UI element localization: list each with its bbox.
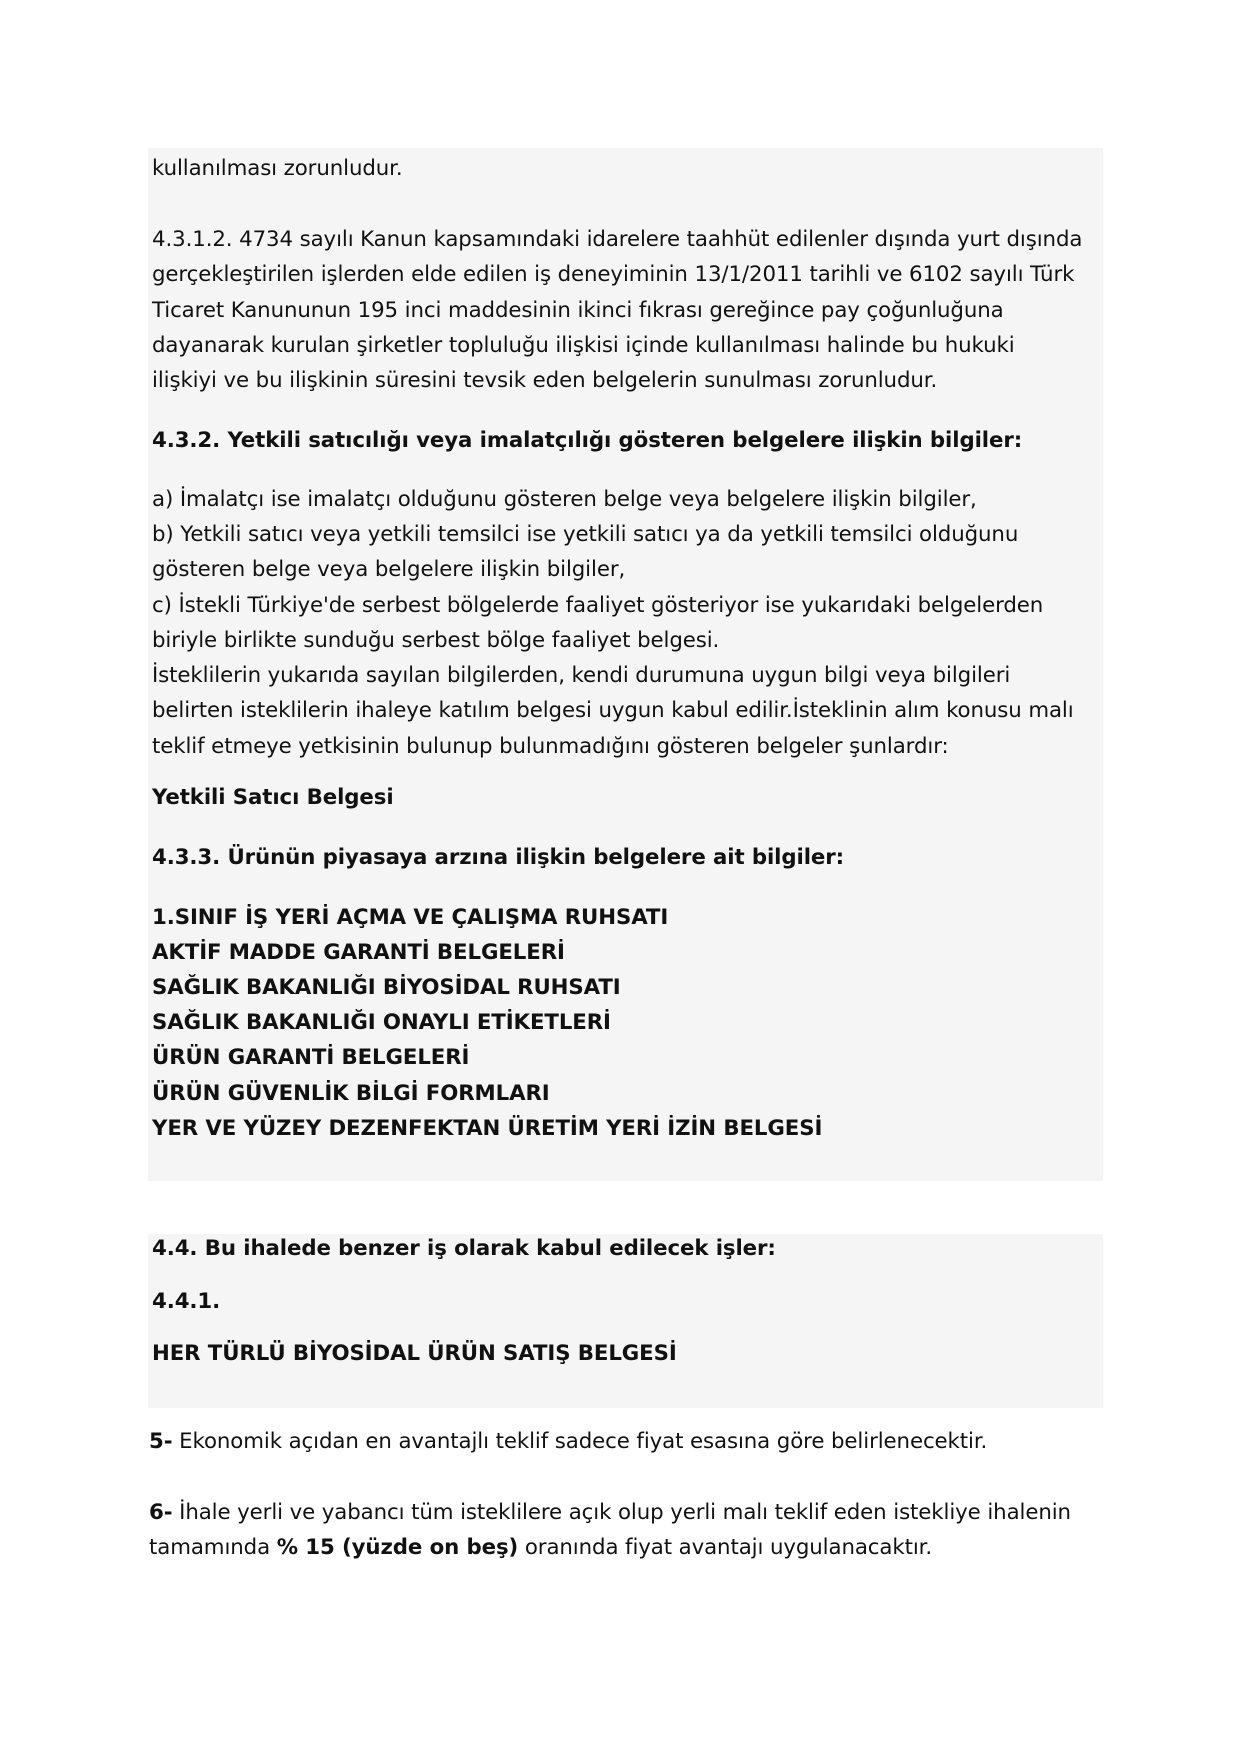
section-heading-4-3-3: 4.3.3. Ürünün piyasaya arzına ilişkin belgelere ait bilgiler: <box>152 845 845 870</box>
text-line: b) Yetkili satıcı veya yetkili temsilci ise yetkili satıcı ya da yetkili temsilci olduğunu <box>152 522 1019 547</box>
section-5-number: 5- <box>149 1429 173 1454</box>
text-line: belirten isteklilerin ihaleye katılım belgesi uygun kabul edilir.İsteklinin alım konusu malı <box>152 698 1074 723</box>
section-6-number: 6- <box>149 1500 173 1525</box>
document-label: Yetkili Satıcı Belgesi <box>152 785 394 810</box>
text-line: dayanarak kurulan şirketler topluluğu ilişkisi içinde kullanılması halinde bu hukuki <box>152 333 1015 358</box>
text-line: a) İmalatçı ise imalatçı olduğunu gösteren belge veya belgelere ilişkin bilgiler, <box>152 487 977 512</box>
section-heading-4-4-1: 4.4.1. <box>152 1289 221 1314</box>
text-line: biriyle birlikte sunduğu serbest bölge faaliyet belgesi. <box>152 628 720 653</box>
section-heading-4-4: 4.4. Bu ihalede benzer iş olarak kabul edilecek işler: <box>152 1236 776 1261</box>
text-line: İsteklilerin yukarıda sayılan bilgilerden, kendi durumuna uygun bilgi veya bilgileri <box>152 663 1011 688</box>
text-line: gösteren belge veya belgelere ilişkin bilgiler, <box>152 557 626 582</box>
text-line: 4.3.1.2. 4734 sayılı Kanun kapsamındaki idarelere taahhüt edilenler dışında yurt dışında <box>152 227 1083 252</box>
section-6-percentage: % 15 (yüzde on beş) <box>276 1535 519 1560</box>
document-list-item: SAĞLIK BAKANLIĞI BİYOSİDAL RUHSATI <box>152 975 621 1000</box>
text-line: gerçekleştirilen işlerden elde edilen iş deneyiminin 13/1/2011 tarihli ve 6102 sayılı Türk <box>152 262 1075 287</box>
section-6-text-pre: tamamında <box>149 1535 277 1560</box>
text-line: Ticaret Kanununun 195 inci maddesinin ikinci fıkrası gereğince pay çoğunluğuna <box>152 298 1004 323</box>
text-line: kullanılması zorunludur. <box>152 156 403 181</box>
section-6-line-1 <box>149 1499 1071 1527</box>
section-6-text-post: oranında fiyat avantajı uygulanacaktır. <box>518 1535 933 1560</box>
similar-work-item: HER TÜRLÜ BİYOSİDAL ÜRÜN SATIŞ BELGESİ <box>152 1341 677 1366</box>
document-list-item: SAĞLIK BAKANLIĞI ONAYLI ETİKETLERİ <box>152 1010 611 1035</box>
document-list-item: YER VE YÜZEY DEZENFEKTAN ÜRETİM YERİ İZİN BELGESİ <box>152 1116 823 1141</box>
section-heading-4-3-2: 4.3.2. Yetkili satıcılığı veya imalatçılığı gösteren belgelere ilişkin bilgiler: <box>152 428 1023 453</box>
text-line: ilişkiyi ve bu ilişkinin süresini tevsik eden belgelerin sunulması zorunludur. <box>152 368 938 393</box>
document-list-item: ÜRÜN GÜVENLİK BİLGİ FORMLARI <box>152 1081 550 1106</box>
document-list-item: AKTİF MADDE GARANTİ BELGELERİ <box>152 940 565 965</box>
section-6-text: İhale yerli ve yabancı tüm isteklilere açık olup yerli malı teklif eden istekliye ihalenin <box>172 1500 1071 1525</box>
section-5-paragraph <box>149 1428 987 1456</box>
text-line: teklif etmeye yetkisinin bulunup bulunmadığını gösteren belgeler şunlardır: <box>152 734 949 759</box>
text-line: c) İstekli Türkiye'de serbest bölgelerde faaliyet gösteriyor ise yukarıdaki belgelerden <box>152 593 1044 618</box>
section-5-text: Ekonomik açıdan en avantajlı teklif sadece fiyat esasına göre belirlenecektir. <box>172 1429 988 1454</box>
document-list-item: ÜRÜN GARANTİ BELGELERİ <box>152 1045 470 1070</box>
document-list-item: 1.SINIF İŞ YERİ AÇMA VE ÇALIŞMA RUHSATI <box>152 905 669 930</box>
section-6-line-2 <box>149 1534 932 1562</box>
